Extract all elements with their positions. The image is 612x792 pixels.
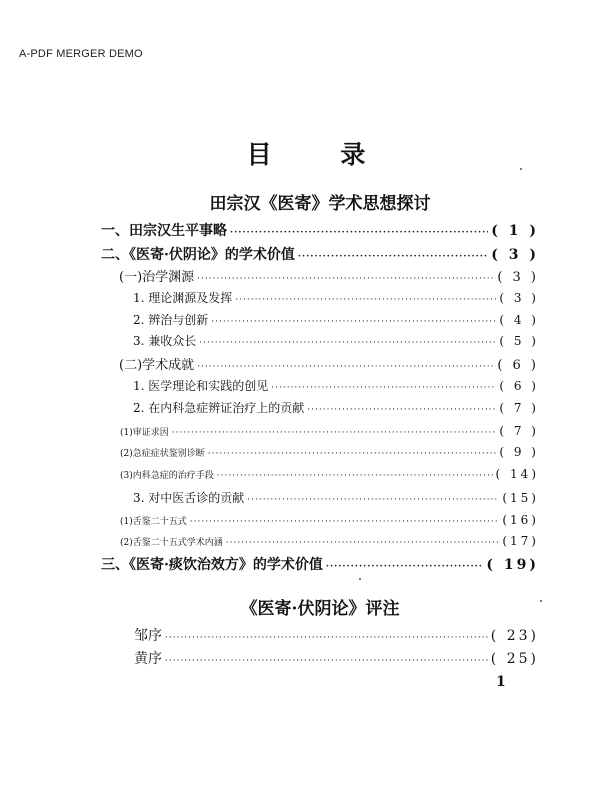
dot-leader [247,495,499,505]
toc-entry-label: 1. 理论渊源及发挥 [133,291,233,305]
toc-entry-label: (2)急症症状鉴别诊断 [120,449,205,459]
toc-entry-page: ( 7 ) [499,424,539,438]
dot-leader [165,656,488,666]
toc-entry[interactable] [101,244,539,264]
dot-leader [199,338,496,348]
dot-leader [172,428,497,438]
toc-entry[interactable] [120,445,539,459]
toc-entry[interactable] [119,354,539,373]
toc-entry[interactable] [133,311,539,328]
toc-entry-label: 一、田宗汉生平事略 [101,223,227,239]
page-title: 目 录 [246,140,396,169]
toc-entry-label: 三、《医寄·痰饮治效方》的学术价值 [101,557,323,573]
toc-entry-page: ( 14) [495,467,539,481]
dot-leader [298,252,488,262]
toc-entry-page: (16) [502,513,539,527]
toc-entry-page: ( 9 ) [499,445,539,459]
toc-entry-label: (1)舌鉴二十五式 [120,517,187,527]
scan-speck [540,600,542,602]
toc-entry[interactable] [120,513,539,527]
watermark-text: A-PDF MERGER DEMO [19,48,143,60]
toc-entry[interactable] [133,399,539,416]
toc-entry-page: ( 23) [490,628,539,644]
dot-leader [208,449,497,459]
dot-leader [197,362,494,372]
toc-entry[interactable] [134,625,539,645]
toc-entry-label: 黄序 [134,651,162,667]
toc-entry-page: (15) [502,491,539,505]
scan-speck [520,168,522,170]
toc-entry[interactable] [134,648,539,668]
section-heading-2: 《医寄·伏阴论》评注 [240,599,400,619]
dot-leader [226,538,500,548]
toc-entry-page: ( 25) [490,651,539,667]
toc-entry-page: ( 6 ) [497,358,539,373]
toc-entry-label: 邹序 [134,628,162,644]
dot-leader [190,517,500,527]
toc-entry[interactable] [133,289,539,306]
toc-entry-page: ( 1 ) [491,223,539,239]
toc-entry-label: (1)审证求因 [120,428,169,438]
dot-leader [326,562,484,572]
toc-entry-label: 二、《医寄·伏阴论》的学术价值 [101,247,295,263]
toc-entry-label: (3)内科急症的治疗手段 [120,471,214,481]
toc-entry[interactable] [101,220,539,240]
toc-entry-label: 2. 辨治与创新 [133,313,209,327]
toc-entry[interactable] [133,332,539,349]
dot-leader [165,633,488,643]
toc-entry[interactable] [120,424,539,438]
toc-entry-label: (2)舌鉴二十五式学术内涵 [120,538,223,548]
toc-entry[interactable] [119,266,539,285]
dot-leader [271,383,496,393]
toc-entry[interactable] [120,534,539,548]
toc-entry-label: 3. 对中医舌诊的贡献 [133,491,245,505]
toc-entry-label: 2. 在内科急症辨证治疗上的贡献 [133,401,305,415]
dot-leader [235,295,496,305]
toc-entry[interactable] [120,467,539,481]
toc-entry-page: ( 3 ) [499,291,539,305]
dot-leader [197,274,494,284]
toc-entry-page: ( 6 ) [499,379,539,393]
section-heading-1: 田宗汉《医寄》学术思想探讨 [209,194,431,214]
toc-entry[interactable] [101,554,539,574]
dot-leader [217,471,493,481]
toc-entry-page: ( 3 ) [497,270,539,285]
dot-leader [307,405,496,415]
toc-entry-page: ( 5 ) [499,334,539,348]
dot-leader [230,228,488,238]
toc-entry-label: 1. 医学理论和实践的创见 [133,379,269,393]
toc-entry-page: ( 3 ) [491,247,539,263]
toc-entry-page: (17) [502,534,539,548]
toc-entry-label: 3. 兼收众长 [133,334,197,348]
toc-entry[interactable] [133,489,539,506]
toc-entry-page: ( 4 ) [499,313,539,327]
toc-entry-label: (二)学术成就 [119,358,195,373]
dot-leader [211,317,496,327]
toc-entry-page: ( 19) [486,557,539,573]
toc-entry[interactable] [133,377,539,394]
toc-entry-label: (一)治学渊源 [119,270,195,285]
toc-entry-page: ( 7 ) [499,401,539,415]
page-number: 1 [496,674,506,690]
scan-speck [359,578,361,580]
